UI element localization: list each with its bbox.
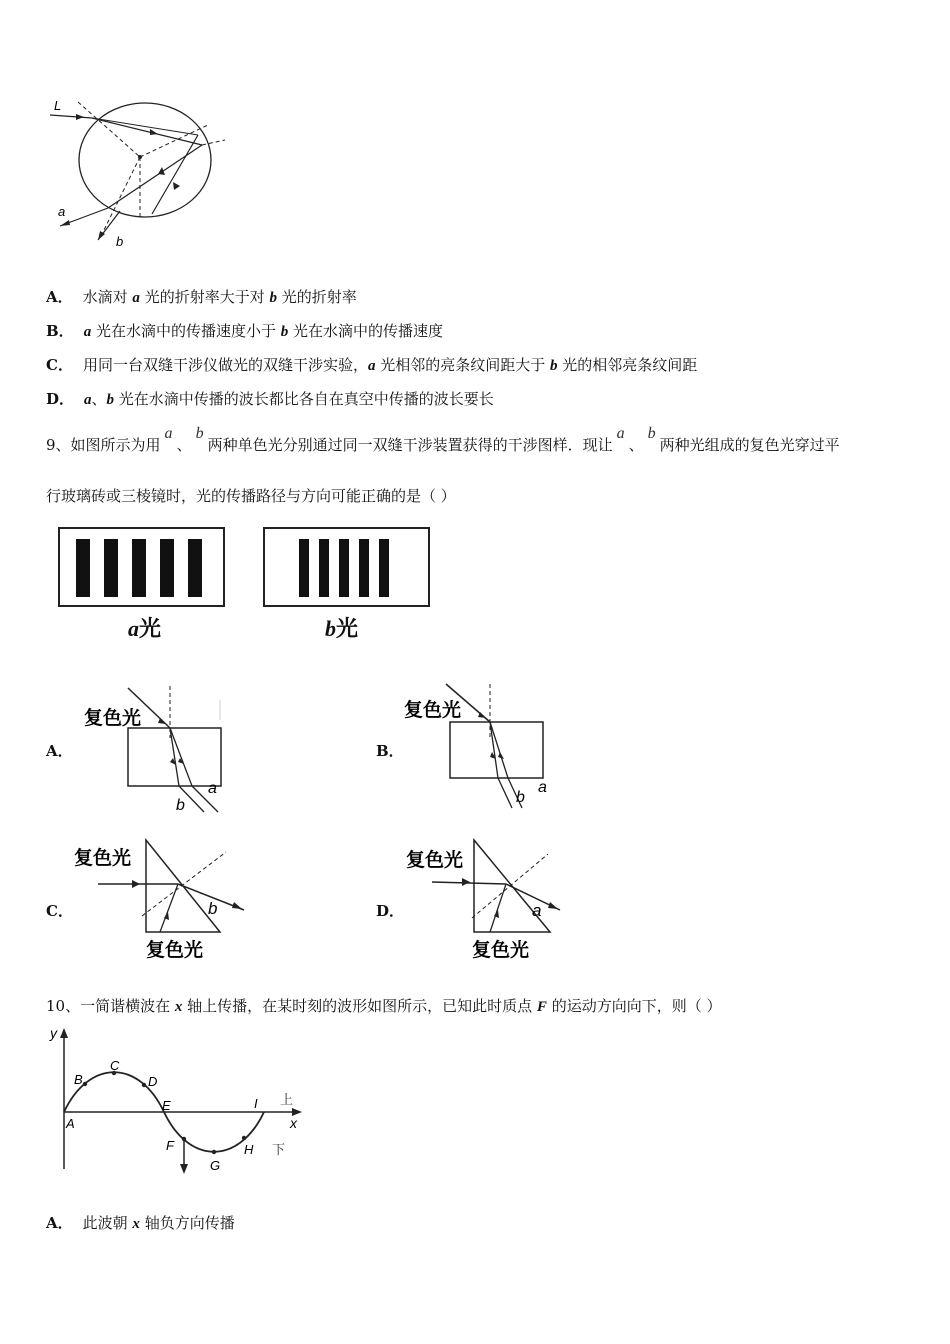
q9d-bottom-label: 复色光 (472, 940, 530, 961)
point-B: B (74, 1072, 83, 1087)
q8-option-b[interactable]: B． a 光在水滴中的传播速度小于 b 光在水滴中的传播速度 (46, 322, 444, 340)
point-F: F (166, 1138, 174, 1153)
fringe-b-label: b光 (325, 616, 359, 641)
q9-stem-line2: 行玻璃砖或三棱镜时，光的传播路径与方向可能正确的是（ ） (46, 487, 456, 505)
ray-a-label: a (58, 204, 66, 219)
ray-b-label: b (116, 234, 124, 249)
q9-option-d-figure (402, 832, 582, 967)
q9-option-c[interactable]: C． (46, 902, 73, 920)
q9-option-b[interactable]: B． (376, 742, 404, 760)
point-D: D (148, 1074, 158, 1089)
down-label: 下 (272, 1142, 286, 1157)
q9-option-c-figure (72, 832, 252, 967)
q9b-beam-label: 复色光 (404, 700, 462, 721)
q9a-beam-label: 复色光 (84, 708, 142, 729)
q8-option-c[interactable]: C． 用同一台双缝干涉仪做光的双缝干涉实验，a 光相邻的亮条纹间距大于 b 光的相邻亮条纹间距 (46, 356, 698, 374)
droplet-refraction-figure (40, 90, 240, 260)
q9b-b-label: b (516, 789, 525, 806)
ray-L-label: L (54, 98, 62, 113)
q10-stem: 10、一简谐横波在 x 轴上传播，在某时刻的波形如图所示，已知此时质点 F 的运动方向向下，则（ ） (46, 997, 722, 1015)
point-I: I (254, 1096, 258, 1111)
q9-stem-line1: 9、如图所示为用a、b两种单色光分别通过同一双缝干涉装置获得的干涉图样．现让a、b两种光组成的复色光穿过平 (46, 425, 840, 454)
q9b-a-label: a (538, 779, 547, 796)
q8-option-a[interactable]: A． 水滴对 a 光的折射率大于对 b 光的折射率 (46, 288, 357, 306)
x-axis-label: x (290, 1115, 297, 1131)
fringe-pattern-a (58, 527, 226, 609)
point-A: A (66, 1116, 75, 1131)
q9a-b-label: b (176, 797, 185, 814)
point-G: G (210, 1158, 221, 1173)
q8-option-d[interactable]: D． a、b 光在水滴中传播的波长都比各自在真空中传播的波长要长 (46, 390, 494, 408)
q9d-beam-label: 复色光 (406, 850, 464, 871)
q9c-bottom-label: 复色光 (146, 940, 204, 961)
fringe-a-label: a光 (128, 616, 162, 641)
q9a-a-label: a (208, 780, 217, 797)
q9-option-a[interactable]: A． (46, 742, 73, 760)
y-axis-label: y (50, 1025, 57, 1041)
point-E: E (162, 1098, 171, 1113)
point-C: C (110, 1058, 120, 1073)
point-H: H (244, 1142, 254, 1157)
wave-graph (44, 1024, 314, 1179)
fringe-pattern-b (263, 527, 431, 609)
q9c-b-label: b (208, 899, 218, 918)
q9c-beam-label: 复色光 (74, 848, 132, 869)
up-label: 上 (280, 1092, 294, 1107)
q9-option-d[interactable]: D． (376, 902, 405, 920)
q10-option-a[interactable]: A． 此波朝 x 轴负方向传播 (46, 1214, 235, 1232)
q9d-a-label: a (532, 901, 542, 920)
q9-option-a-figure (78, 680, 238, 815)
q9-option-b-figure (400, 680, 560, 815)
